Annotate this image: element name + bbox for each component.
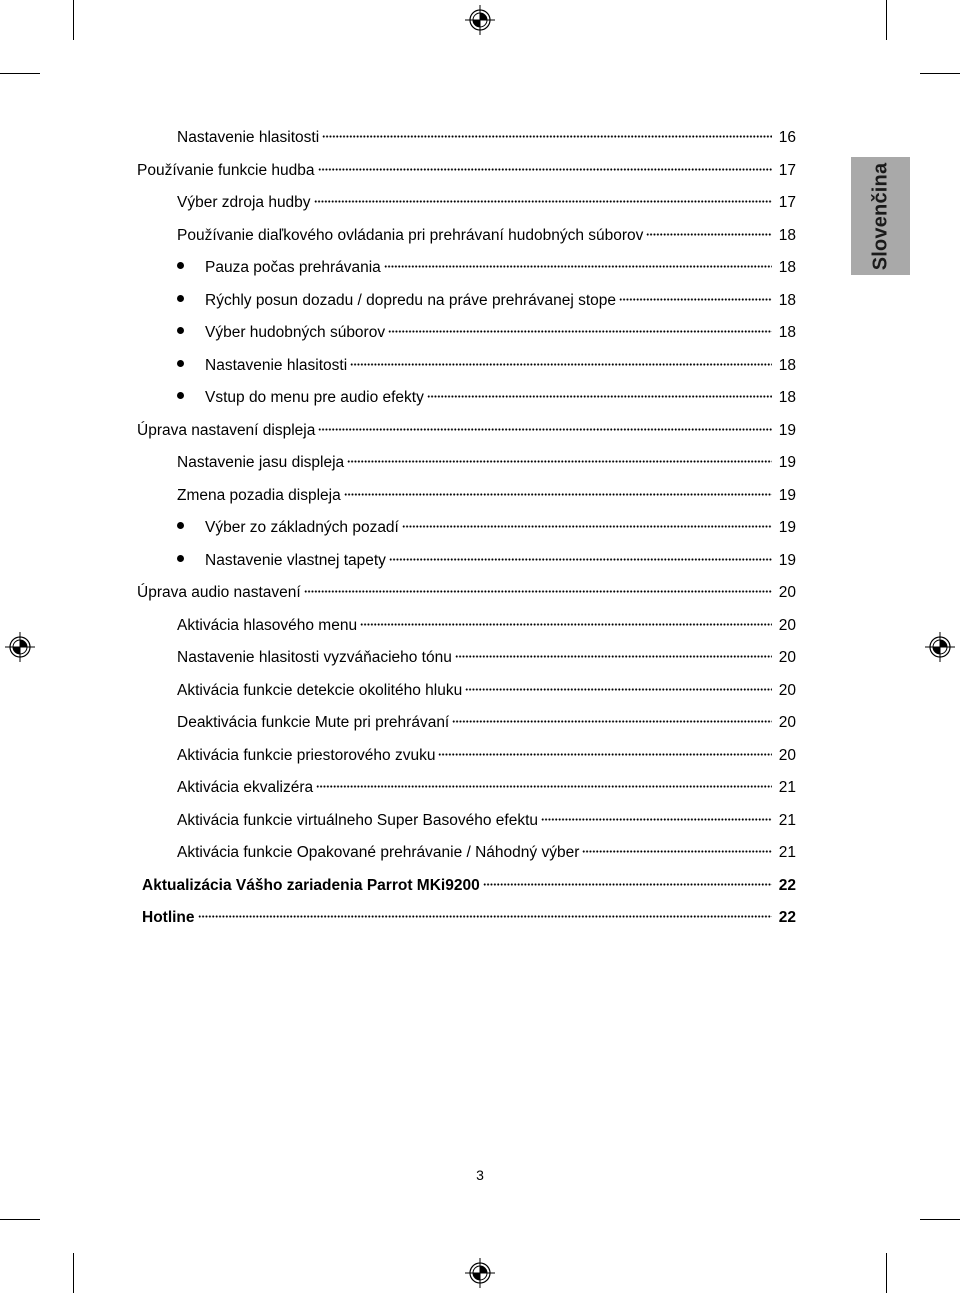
dot-leader xyxy=(360,620,772,626)
bullet-icon xyxy=(177,327,184,334)
toc-entry-title: Aktivácia funkcie priestorového zvuku xyxy=(177,747,436,764)
toc-entry xyxy=(142,876,796,896)
toc-entry-page: 20 xyxy=(778,682,796,699)
toc-entry-page: 19 xyxy=(778,552,796,569)
toc-entry-title: Nastavenie vlastnej tapety xyxy=(205,552,386,569)
toc-entry xyxy=(177,258,796,278)
toc-entry-title: Úprava nastavení displeja xyxy=(137,422,316,439)
dot-leader xyxy=(314,197,772,203)
toc-entry-title: Výber zo základných pozadí xyxy=(205,519,399,536)
toc-entry xyxy=(177,551,796,571)
toc-entry-title: Používanie diaľkového ovládania pri prehrávaní hudobných súborov xyxy=(177,227,644,244)
toc-entry-page: 18 xyxy=(778,259,796,276)
dot-leader xyxy=(438,750,772,756)
toc-entry-page: 18 xyxy=(778,227,796,244)
dot-leader xyxy=(402,522,772,528)
toc-entry-title: Aktivácia ekvalizéra xyxy=(177,779,314,796)
crop-mark xyxy=(73,1253,74,1293)
toc-entry xyxy=(177,713,796,733)
registration-mark-icon xyxy=(5,632,35,662)
toc-entry xyxy=(177,616,796,636)
dot-leader xyxy=(344,490,772,496)
dot-leader xyxy=(452,717,772,723)
language-tab-label: Slovenčina xyxy=(869,162,892,270)
toc-entry-page: 19 xyxy=(778,487,796,504)
toc-entry xyxy=(177,193,796,213)
toc-entry xyxy=(177,356,796,376)
toc-entry-page: 20 xyxy=(778,584,796,601)
toc-entry xyxy=(177,648,796,668)
toc-entry-title: Deaktivácia funkcie Mute pri prehrávaní xyxy=(177,714,450,731)
toc-entry-page: 18 xyxy=(778,324,796,341)
toc-entry xyxy=(137,161,796,181)
dot-leader xyxy=(455,652,772,658)
toc-entry-page: 20 xyxy=(778,747,796,764)
crop-mark xyxy=(920,1219,960,1220)
dot-leader xyxy=(483,880,772,886)
registration-mark-icon xyxy=(465,1258,495,1288)
toc-entry-title: Zmena pozadia displeja xyxy=(177,487,341,504)
dot-leader xyxy=(541,815,772,821)
toc-entry xyxy=(177,518,796,538)
toc-entry-title: Aktivácia funkcie detekcie okolitého hluku xyxy=(177,682,463,699)
toc-entry xyxy=(177,778,796,798)
dot-leader xyxy=(384,262,772,268)
toc-entry-title: Hotline xyxy=(142,909,195,926)
registration-mark-icon xyxy=(465,5,495,35)
crop-mark xyxy=(73,0,74,40)
toc-entry xyxy=(177,128,796,148)
dot-leader xyxy=(347,457,772,463)
toc-entry-page: 21 xyxy=(778,844,796,861)
dot-leader xyxy=(427,392,772,398)
dot-leader xyxy=(388,327,772,333)
crop-mark xyxy=(886,0,887,40)
dot-leader xyxy=(350,360,772,366)
dot-leader xyxy=(318,165,772,171)
dot-leader xyxy=(322,132,772,138)
toc-entry-title: Rýchly posun dozadu / dopredu na práve prehrávanej stope xyxy=(205,292,617,309)
toc-entry xyxy=(177,226,796,246)
toc-entry xyxy=(137,421,796,441)
crop-mark xyxy=(920,73,960,74)
toc-entry-page: 19 xyxy=(778,422,796,439)
toc-entry-page: 19 xyxy=(778,519,796,536)
toc-entry-page: 22 xyxy=(778,909,796,926)
bullet-icon xyxy=(177,262,184,269)
crop-mark xyxy=(0,1219,40,1220)
toc-entry xyxy=(177,291,796,311)
page-number: 3 xyxy=(476,1167,484,1183)
toc-entry-page: 21 xyxy=(778,812,796,829)
toc-entry-title: Aktivácia funkcie virtuálneho Super Basového efektu xyxy=(177,812,539,829)
toc-entry xyxy=(177,843,796,863)
toc-entry xyxy=(177,486,796,506)
bullet-icon xyxy=(177,295,184,302)
bullet-icon xyxy=(177,522,184,529)
dot-leader xyxy=(646,230,772,236)
toc-entry-title: Výber hudobných súborov xyxy=(205,324,386,341)
toc-entry xyxy=(177,453,796,473)
crop-mark xyxy=(886,1253,887,1293)
dot-leader xyxy=(316,782,772,788)
toc-entry-page: 20 xyxy=(778,714,796,731)
toc-entry-page: 18 xyxy=(778,292,796,309)
toc-entry-page: 20 xyxy=(778,617,796,634)
dot-leader xyxy=(389,555,772,561)
toc-entry xyxy=(177,388,796,408)
toc-entry-page: 17 xyxy=(778,194,796,211)
toc-entry-page: 17 xyxy=(778,162,796,179)
toc-entry xyxy=(177,323,796,343)
bullet-icon xyxy=(177,360,184,367)
toc-entry xyxy=(177,746,796,766)
toc-entry-title: Výber zdroja hudby xyxy=(177,194,311,211)
dot-leader xyxy=(304,587,772,593)
toc-entry-title: Vstup do menu pre audio efekty xyxy=(205,389,424,406)
toc-entry-title: Nastavenie jasu displeja xyxy=(177,454,345,471)
dot-leader xyxy=(465,685,772,691)
toc-entry-page: 21 xyxy=(778,779,796,796)
bullet-icon xyxy=(177,555,184,562)
dot-leader xyxy=(582,847,772,853)
toc-entry xyxy=(177,811,796,831)
toc-entry-title: Používanie funkcie hudba xyxy=(137,162,315,179)
toc-entry xyxy=(142,908,796,928)
bullet-icon xyxy=(177,392,184,399)
dot-leader xyxy=(198,912,772,918)
toc-entry xyxy=(137,583,796,603)
toc-entry-page: 19 xyxy=(778,454,796,471)
toc-entry-title: Aktualizácia Vášho zariadenia Parrot MKi9200 xyxy=(142,877,480,894)
toc-entry-page: 18 xyxy=(778,389,796,406)
dot-leader xyxy=(318,425,772,431)
toc-entry-title: Úprava audio nastavení xyxy=(137,584,301,601)
toc-entry-title: Nastavenie hlasitosti xyxy=(205,357,348,374)
toc-entry xyxy=(177,681,796,701)
registration-mark-icon xyxy=(925,632,955,662)
toc-entry-title: Nastavenie hlasitosti vyzváňacieho tónu xyxy=(177,649,452,666)
toc-entry-page: 22 xyxy=(778,877,796,894)
toc-entry-title: Aktivácia hlasového menu xyxy=(177,617,358,634)
language-side-tab xyxy=(851,157,910,275)
toc-entry-title: Nastavenie hlasitosti xyxy=(177,129,320,146)
toc-entry-page: 18 xyxy=(778,357,796,374)
toc-entry-page: 16 xyxy=(778,129,796,146)
toc-entry-title: Pauza počas prehrávania xyxy=(205,259,381,276)
toc-entry-title: Aktivácia funkcie Opakované prehrávanie / Náhodný výber xyxy=(177,844,580,861)
toc-entry-page: 20 xyxy=(778,649,796,666)
dot-leader xyxy=(619,295,772,301)
crop-mark xyxy=(0,73,40,74)
